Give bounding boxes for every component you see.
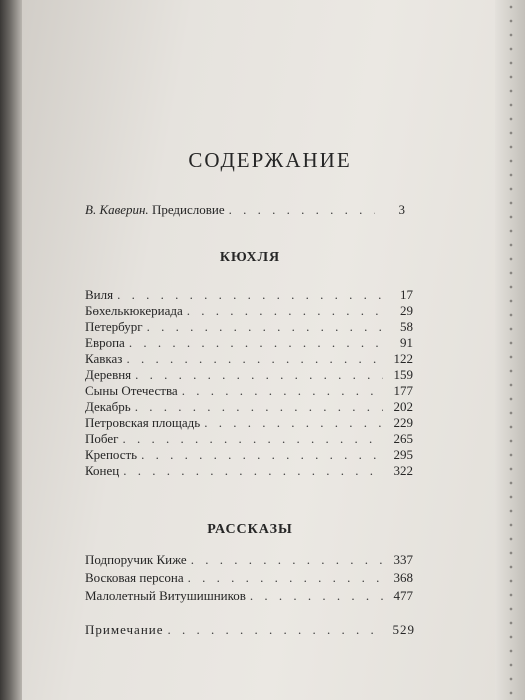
dot-leader: [129, 335, 383, 351]
toc-entry-page: 17: [400, 287, 413, 302]
toc-entry: [85, 303, 413, 319]
toc-entry-label: Виля: [85, 287, 114, 302]
toc-entry: [85, 383, 413, 399]
toc-entry: [85, 399, 413, 415]
toc-entry-label: Подпоручик Киже: [85, 552, 187, 567]
toc-entry-label: Сыны Отечества: [85, 383, 178, 398]
toc-entry-page: 177: [393, 383, 413, 398]
section-heading-kyukhlya: КЮХЛЯ: [219, 250, 281, 265]
dot-leader: [122, 431, 383, 447]
toc-entry-page: 477: [393, 588, 413, 603]
toc-entry: [85, 552, 413, 568]
toc-entry-page: 529: [392, 622, 415, 637]
dot-leader: [250, 588, 383, 604]
toc-entry-label: Малолетный Витушишников: [85, 588, 246, 603]
toc-entry: [85, 588, 413, 604]
dot-leader: [182, 383, 383, 399]
dot-leader: [126, 351, 383, 367]
preface-label: Предисловие: [151, 202, 225, 217]
toc-entry-page: 122: [393, 351, 413, 366]
preface-author: В. Каверин.: [85, 202, 149, 217]
toc-entry-page: 58: [400, 319, 413, 334]
toc-entry-label: Деревня: [85, 367, 132, 382]
page-title: СОДЕРЖАНИЕ: [188, 148, 352, 172]
toc-entry: [85, 287, 413, 303]
toc-entry: [85, 447, 413, 463]
toc-entry-label: Кавказ: [85, 351, 123, 366]
toc-entry-preface: [85, 202, 405, 218]
toc-entry-page: 91: [400, 335, 413, 350]
toc-entry-page: 29: [400, 303, 413, 318]
toc-entry-label: Декабрь: [85, 399, 131, 414]
dot-leader: [117, 287, 383, 303]
dot-leader: [168, 622, 385, 638]
toc-entry: [85, 463, 413, 479]
toc-entry-label: Крепость: [85, 447, 138, 462]
toc-entry-label: [85, 202, 225, 218]
toc-entry-label: Петербург: [85, 319, 143, 334]
toc-entry-label: Бөхелькюкериада: [85, 303, 183, 318]
toc-entry-page: 368: [393, 570, 413, 585]
toc-entry: [85, 335, 413, 351]
toc-entry-label: Восковая персона: [85, 570, 184, 585]
dot-leader: [191, 552, 383, 568]
dot-leader: [135, 399, 383, 415]
toc-entry-notes: [85, 622, 415, 638]
toc-entry-page: 229: [393, 415, 413, 430]
toc-entry-label: Конец: [85, 463, 120, 478]
toc-entry: [85, 431, 413, 447]
toc-entry: [85, 351, 413, 367]
toc-entry-page: 322: [393, 463, 413, 478]
toc-entry-page: 265: [393, 431, 413, 446]
dot-leader: [141, 447, 383, 463]
dot-leader: [123, 463, 383, 479]
section-heading-stories: РАССКАЗЫ: [207, 522, 293, 537]
toc-entry-page: 159: [393, 367, 413, 382]
toc-entry-label: Примечание: [85, 622, 164, 637]
toc-entry: [85, 570, 413, 586]
toc-entry-label: Побег: [85, 431, 119, 446]
dot-leader: [188, 570, 383, 586]
dot-leader: [204, 415, 383, 431]
toc-entry-label: Европа: [85, 335, 125, 350]
dot-leader: [229, 202, 375, 218]
toc-entry-page: 295: [393, 447, 413, 462]
toc-entry-label: Петровская площадь: [85, 415, 201, 430]
dot-leader: [187, 303, 383, 319]
toc-entry-page: 3: [398, 202, 405, 217]
toc-entry: [85, 319, 413, 335]
toc-entry: [85, 415, 413, 431]
toc-entry-page: 337: [393, 552, 413, 567]
toc-entry-page: 202: [393, 399, 413, 414]
dot-leader: [147, 319, 383, 335]
toc-entry: [85, 367, 413, 383]
dot-leader: [135, 367, 383, 383]
